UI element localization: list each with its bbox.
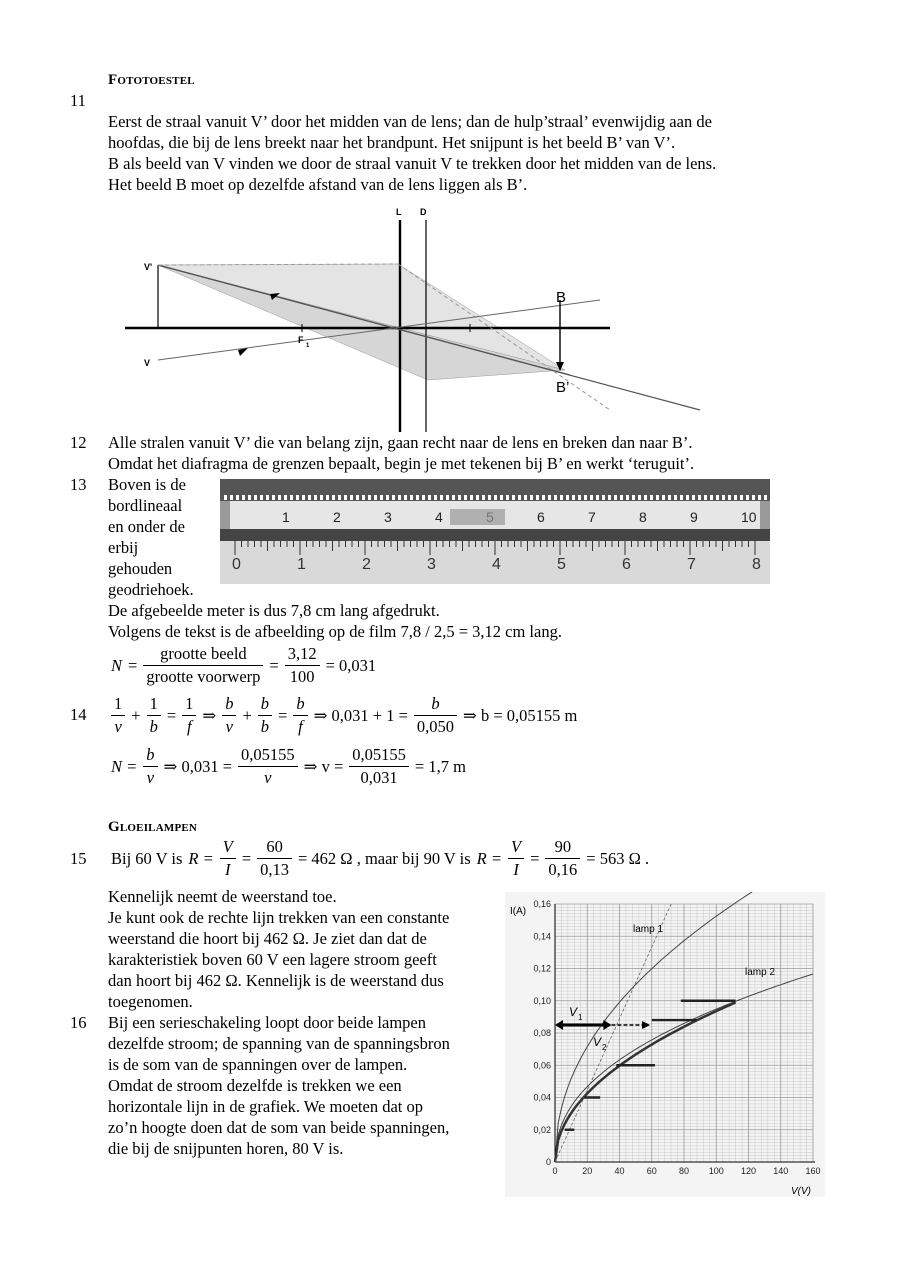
formula-object-distance: N = $\frac{b}{v}$ ⇒ 0,031 = $\frac{0,05155}{v}$ ⇒ v = $\frac{0,05155}{0,031}$ = 1,7 m — [111, 745, 466, 787]
y-axis-label: I(A) — [510, 906, 527, 917]
q16-line-1: Bij een serieschakeling loopt door beide lampen — [108, 1013, 426, 1032]
ruler-top-tick — [536, 495, 539, 500]
ruler-top-tick — [512, 495, 515, 500]
q13-line-2: Volgens de tekst is de afbeelding op de film 7,8 / 2,5 = 3,12 cm lang. — [108, 622, 562, 641]
ruler-top-tick — [524, 495, 527, 500]
ruler-top-label: 6 — [537, 509, 545, 525]
ruler-top-tick — [476, 495, 479, 500]
ruler-bottom-label: 3 — [427, 556, 436, 573]
ruler-top-tick — [560, 495, 563, 500]
ruler-top-tick — [752, 495, 755, 500]
ruler-bottom-label: 0 — [232, 556, 241, 573]
label-lamp1: lamp 1 — [633, 924, 664, 935]
q13-side-2: bordlineaal — [108, 496, 183, 515]
ruler-top-tick — [296, 495, 299, 500]
ruler-top-tick — [584, 495, 587, 500]
ruler-top-tick — [722, 495, 725, 500]
ruler-top-tick — [530, 495, 533, 500]
ruler-bottom-label: 7 — [687, 556, 696, 573]
ruler-top-tick — [542, 495, 545, 500]
x-tick-label: 100 — [708, 1166, 724, 1176]
label-v1-sub: 1 — [578, 1013, 583, 1022]
formula-magnification: N = $\frac{\text{grootte beeld}}{\text{grootte voorwerp}}$ = $\frac{3,12}{100}$ = 0,031 — [111, 644, 377, 686]
q13-side-3: en onder de — [108, 517, 185, 536]
ruler-top-tick — [602, 495, 605, 500]
y-tick-label: 0,12 — [533, 963, 551, 974]
ruler-top-label: 7 — [588, 509, 596, 525]
y-tick-label: 0,08 — [533, 1028, 551, 1038]
ruler-top-tick — [428, 495, 431, 500]
ruler-top-tick — [452, 495, 455, 500]
ruler-top-tick — [242, 495, 245, 500]
ruler-top-tick — [686, 495, 689, 500]
ruler-top-label: 4 — [435, 509, 443, 525]
ruler-top-tick — [626, 495, 629, 500]
ruler-top-tick — [410, 495, 413, 500]
q11-line-4: Het beeld B moet op dezelfde afstand van de lens liggen als B’. — [108, 175, 528, 194]
x-tick-label: 60 — [646, 1166, 657, 1176]
formula-lens-equation: $\frac{1}{v}$ + $\frac{1}{b}$ = $\frac{1}{f}$ ⇒ $\frac{b}{v}$ + $\frac{b}{b}$ = $\frac{b}{f}$ ⇒ 0,031 + 1 = $\frac{b}{0,050}$ ⇒ b = 0,05155 m — [108, 693, 580, 738]
ruler-top-tick — [236, 495, 239, 500]
ruler-top-tick — [578, 495, 581, 500]
ruler-top-tick — [248, 495, 251, 500]
q13-side-5: gehouden — [108, 559, 173, 578]
lens-ray-diagram — [120, 200, 710, 432]
q13-line-1: De afgebeelde meter is dus 7,8 cm lang afgedrukt. — [108, 601, 440, 620]
label-f-sub: 1 — [306, 343, 310, 349]
ruler-top-tick — [608, 495, 611, 500]
ruler-bottom-label: 5 — [557, 556, 566, 573]
ruler-top-tick — [614, 495, 617, 500]
ruler-top-tick — [740, 495, 743, 500]
ruler-top-tick — [638, 495, 641, 500]
label-v2-sub: 2 — [602, 1043, 607, 1052]
ruler-top-label: 1 — [282, 509, 290, 525]
ruler-top-tick — [590, 495, 593, 500]
ruler-top-tick — [290, 495, 293, 500]
ruler-top-tick — [272, 495, 275, 500]
ruler-top-label: 10 — [741, 509, 757, 525]
q16-line-5: horizontale lijn in de grafiek. We moeten dat op — [108, 1097, 423, 1116]
label-lamp2: lamp 2 — [745, 967, 776, 978]
q13-side-6: geodriehoek. — [108, 580, 194, 599]
ruler-top-tick — [482, 495, 485, 500]
label-D: D — [420, 207, 427, 217]
question-number-12: 12 — [70, 433, 87, 452]
ruler-top-tick — [464, 495, 467, 500]
ruler-top-tick — [698, 495, 701, 500]
x-tick-label: 120 — [740, 1166, 757, 1176]
y-tick-label: 0,06 — [533, 1060, 551, 1071]
ruler-top-label: 9 — [690, 509, 698, 525]
q15-line-4: karakteristiek boven 60 V een lagere stroom geeft — [108, 950, 437, 969]
x-tick-label: 20 — [582, 1166, 593, 1176]
ruler-bottom-label: 2 — [362, 556, 371, 573]
q15-line-5: dan hoort bij 462 Ω. Kennelijk is de weerstand dus — [108, 971, 444, 990]
q16-line-7: die bij de snijpunten horen, 80 V is. — [108, 1139, 344, 1158]
q15-line-2: Je kunt ook de rechte lijn trekken van een constante — [108, 908, 450, 927]
ruler-top-label: 3 — [384, 509, 392, 525]
ruler-top-tick — [764, 495, 767, 500]
q11-line-1: Eerst de straal vanuit V’ door het midden van de lens; dan de hulp’straal’ evenwijdig aan de — [108, 112, 712, 131]
ruler-top-tick — [500, 495, 503, 500]
ruler-top-tick — [716, 495, 719, 500]
ruler-top-tick — [746, 495, 749, 500]
ruler-top-tick — [374, 495, 377, 500]
question-number-16: 16 — [70, 1013, 87, 1032]
ruler-top-tick — [368, 495, 371, 500]
ruler-top-tick — [692, 495, 695, 500]
ruler-top-label: 8 — [639, 509, 647, 525]
section-title-gloeilampen: Gloeilampen — [108, 819, 198, 835]
ruler-top-tick — [734, 495, 737, 500]
ruler-top-tick — [308, 495, 311, 500]
x-tick-label: 140 — [773, 1166, 789, 1176]
ruler-top-tick — [632, 495, 635, 500]
question-number-15: 15 — [70, 849, 87, 868]
ruler-top-tick — [260, 495, 263, 500]
section-title-fototoestel: Fototoestel — [108, 72, 195, 88]
q12-line-2: Omdat het diafragma de grenzen bepaalt, begin je met tekenen bij B’ en werkt ‘teruguit’. — [108, 454, 695, 473]
question-number-13: 13 — [70, 475, 87, 494]
label-v-prime: V' — [144, 262, 153, 272]
ruler-bottom-label: 6 — [622, 556, 631, 573]
y-tick-label: 0,02 — [533, 1124, 551, 1135]
y-tick-label: 0,16 — [533, 899, 551, 909]
label-v2: V — [593, 1035, 602, 1049]
ruler-top-tick — [392, 495, 395, 500]
q16-line-2: dezelfde stroom; de spanning van de spanningsbron — [108, 1034, 450, 1053]
iv-characteristic-graph — [505, 892, 825, 1197]
ruler-top-tick — [650, 495, 653, 500]
ruler-bottom-label: 1 — [297, 556, 306, 573]
ruler-top-tick — [404, 495, 407, 500]
ruler-top-tick — [518, 495, 521, 500]
q13-side-4: erbij — [108, 538, 139, 557]
ruler-top-tick — [356, 495, 359, 500]
q13-side-1: Boven is de — [108, 475, 186, 494]
ruler-top-tick — [314, 495, 317, 500]
ruler-top-tick — [302, 495, 305, 500]
x-tick-label: 40 — [614, 1166, 625, 1176]
ruler-top-tick — [320, 495, 323, 500]
ruler-top-tick — [548, 495, 551, 500]
ruler-top-tick — [278, 495, 281, 500]
ruler-top-tick — [350, 495, 353, 500]
q12-line-1: Alle stralen vanuit V’ die van belang zijn, gaan recht naar de lens en breken dan naar B’. — [108, 433, 693, 452]
ruler-top-tick — [446, 495, 449, 500]
q15-line-3: weerstand die hoort bij 462 Ω. Je ziet dan dat de — [108, 929, 427, 948]
ruler-top-tick — [458, 495, 461, 500]
ruler-top-tick — [728, 495, 731, 500]
ruler-top-tick — [326, 495, 329, 500]
label-f: F — [298, 335, 304, 345]
q16-line-4: Omdat de stroom dezelfde is trekken we een — [108, 1076, 402, 1095]
ruler-top-tick — [674, 495, 677, 500]
ruler-top-tick — [398, 495, 401, 500]
q15-line-6: toegenomen. — [108, 992, 193, 1011]
ruler-top-tick — [266, 495, 269, 500]
label-b-prime: B’ — [556, 379, 570, 396]
ruler-top-tick — [434, 495, 437, 500]
ruler-top-tick — [668, 495, 671, 500]
ruler-top-tick — [680, 495, 683, 500]
ruler-top-tick — [662, 495, 665, 500]
ruler-top-tick — [230, 495, 233, 500]
ruler-top-tick — [380, 495, 383, 500]
label-v1: V — [569, 1005, 578, 1019]
ruler-top-tick — [494, 495, 497, 500]
ruler-top-tick — [644, 495, 647, 500]
label-L: L — [396, 207, 402, 217]
ruler-top-tick — [656, 495, 659, 500]
ruler-top-tick — [254, 495, 257, 500]
ruler-top-tick — [284, 495, 287, 500]
ruler-top-tick — [554, 495, 557, 500]
ruler-top-tick — [758, 495, 761, 500]
ruler-bottom-label: 8 — [752, 556, 761, 573]
ruler-top-tick — [332, 495, 335, 500]
ruler-top-tick — [440, 495, 443, 500]
y-tick-label: 0,10 — [533, 995, 551, 1006]
question-number-11: 11 — [70, 91, 86, 110]
label-v: V — [144, 358, 151, 368]
y-tick-label: 0,04 — [533, 1092, 551, 1103]
formula-resistance: Bij 60 V is R = $\frac{V}{I}$ = $\frac{60}{0,13}$ = 462 Ω , maar bij 90 V is R = $\frac{V}{I}$ = $\frac{90}{0,16}$ = 563 Ω . — [111, 837, 650, 879]
ruler-top-tick — [506, 495, 509, 500]
ruler-top-tick — [704, 495, 707, 500]
ruler-top-tick — [620, 495, 623, 500]
ruler-top-tick — [386, 495, 389, 500]
ruler-top-tick — [362, 495, 365, 500]
q11-line-2: hoofdas, die bij de lens breekt naar het brandpunt. Het snijpunt is het beeld B’ van V’. — [108, 133, 676, 152]
ruler-top-tick — [572, 495, 575, 500]
ruler-top-tick — [224, 495, 227, 500]
ruler-top-tick — [710, 495, 713, 500]
x-tick-label: 0 — [552, 1166, 558, 1176]
y-tick-label: 0,14 — [533, 931, 551, 942]
ruler-bottom-label: 4 — [492, 556, 501, 573]
label-b: B — [556, 289, 567, 306]
q15-line-1: Kennelijk neemt de weerstand toe. — [108, 887, 337, 906]
x-tick-label: 80 — [678, 1166, 690, 1176]
ruler-top-tick — [470, 495, 473, 500]
x-axis-label: V(V) — [791, 1186, 811, 1197]
ruler-top-tick — [422, 495, 425, 500]
ruler-top-tick — [488, 495, 491, 500]
q16-line-3: is de som van de spanningen over de lampen. — [108, 1055, 408, 1074]
ruler-top-tick — [416, 495, 419, 500]
q16-line-6: zo’n hoogte doen dat de som van beide spanningen, — [108, 1118, 450, 1137]
ruler-top-tick — [344, 495, 347, 500]
ruler-top-tick — [338, 495, 341, 500]
x-tick-label: 160 — [805, 1166, 821, 1176]
y-tick-label: 0 — [545, 1157, 551, 1167]
question-number-14: 14 — [70, 705, 87, 724]
ruler-top-tick — [596, 495, 599, 500]
ruler-photo — [220, 479, 770, 584]
q11-line-3: B als beeld van V vinden we door de straal vanuit V te trekken door het midden van de lens. — [108, 154, 717, 173]
ruler-top-label: 2 — [333, 509, 341, 525]
ruler-top-tick — [566, 495, 569, 500]
